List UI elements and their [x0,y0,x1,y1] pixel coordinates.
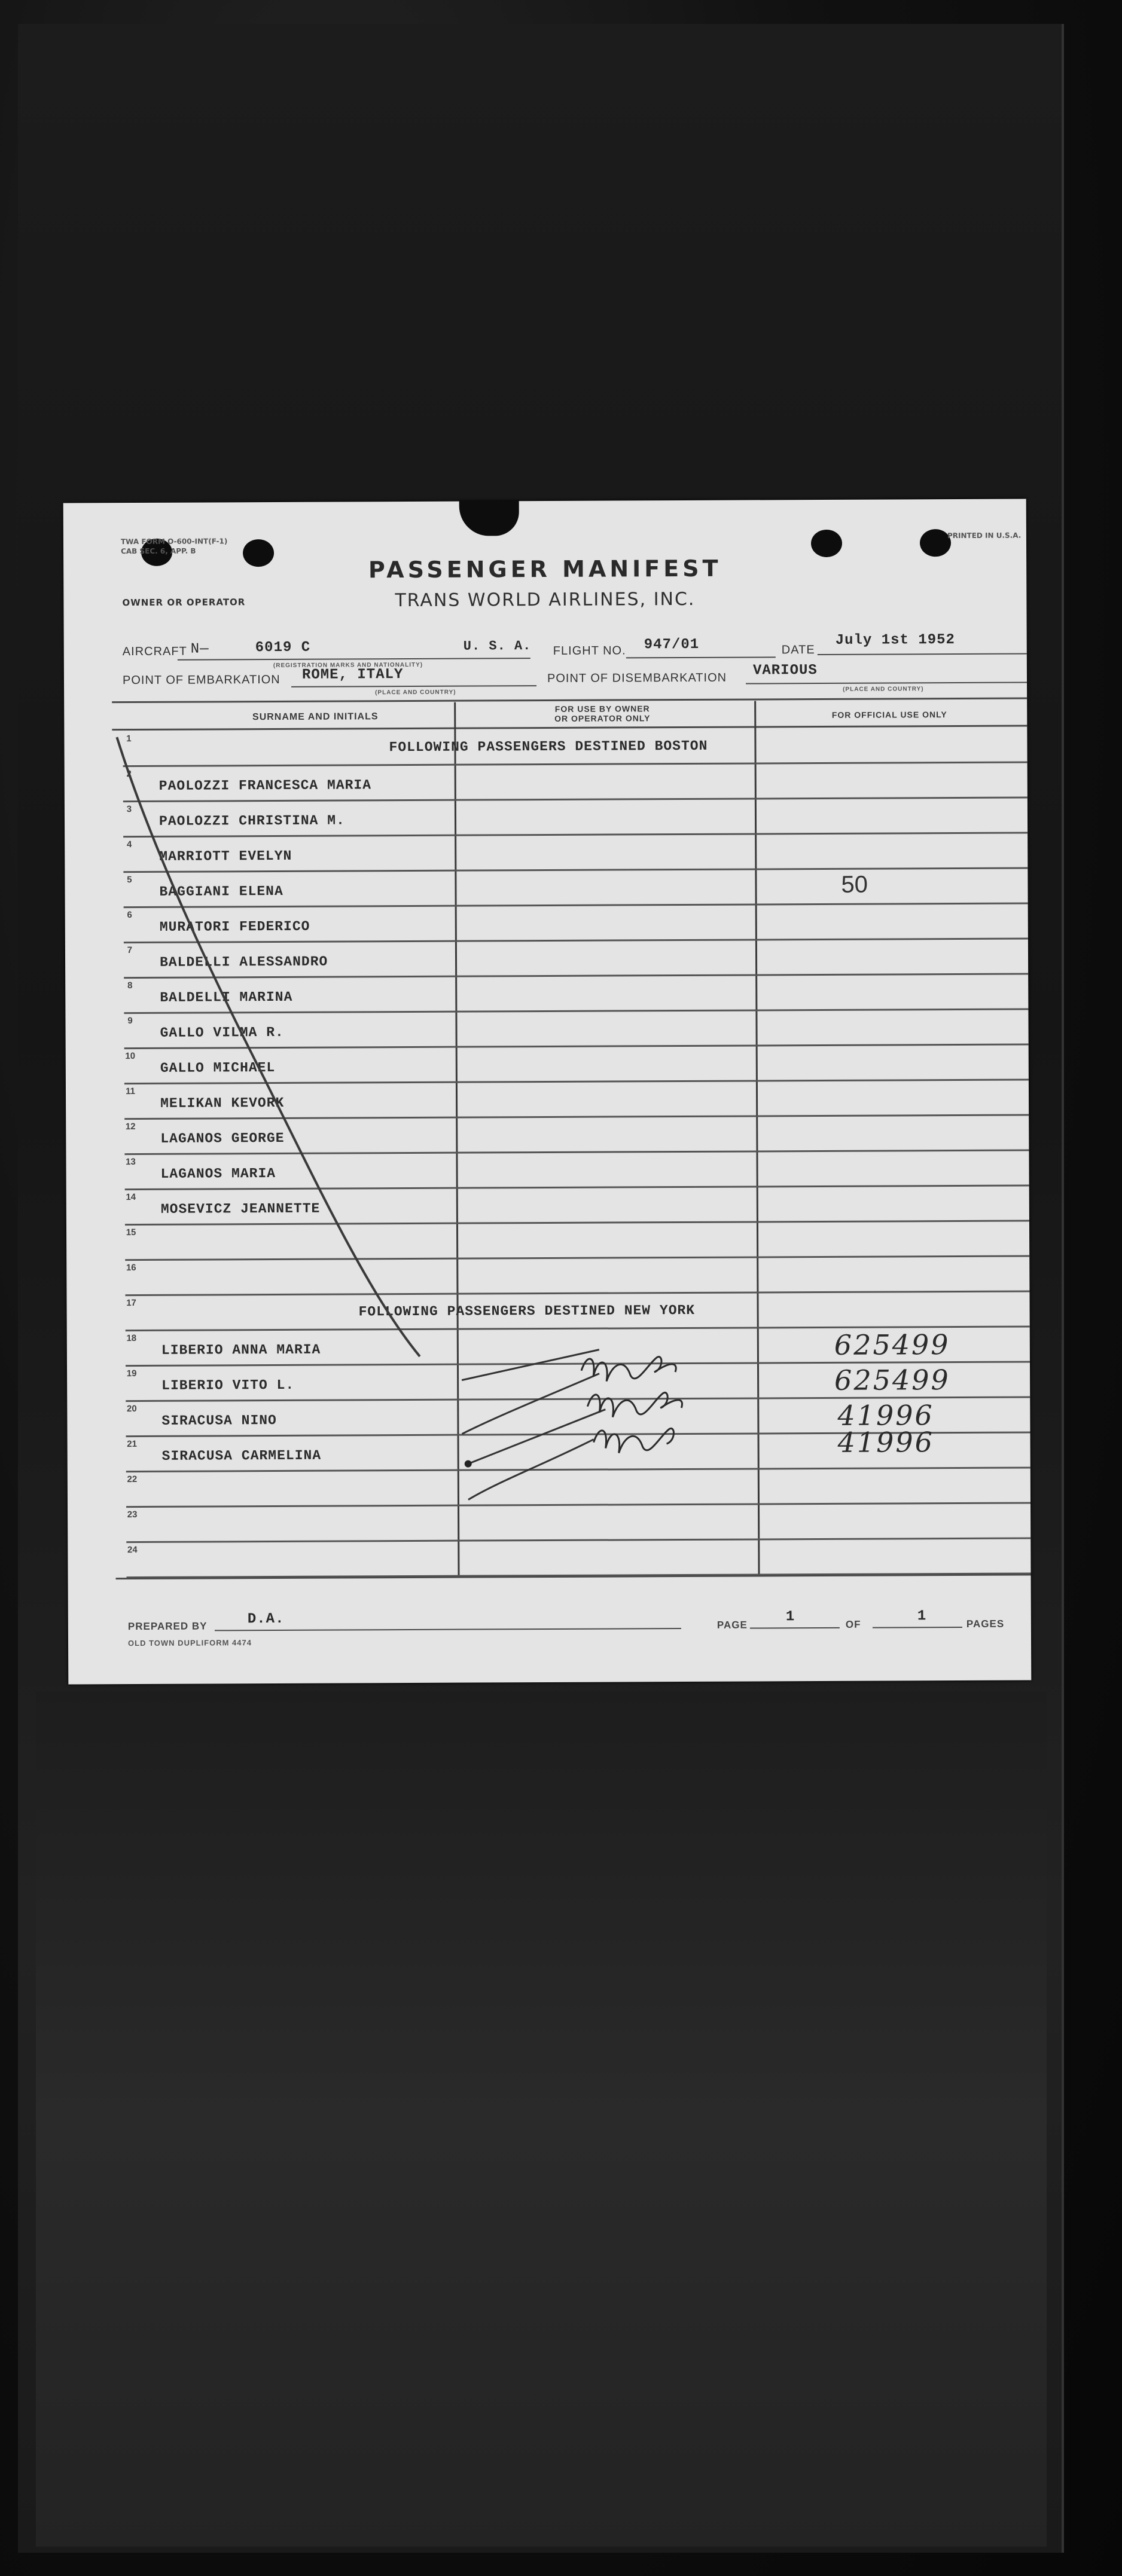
prepared-by-value: D.A. [247,1611,285,1628]
ink-dot [465,1460,472,1468]
embarkation-caption: (PLACE AND COUNTRY) [375,689,456,696]
tick-mark [468,1410,605,1464]
column-header-owner-use-1: FOR USE BY OWNER [554,704,650,714]
flight-date: July 1st 1952 [835,632,956,649]
passenger-name: MELIKAN KEVORK [160,1095,285,1111]
tick-mark [462,1374,599,1434]
passenger-name: LIBERIO ANNA MARIA [161,1342,321,1358]
section-heading-new-york: FOLLOWING PASSENGERS DESTINED NEW YORK [358,1302,696,1320]
passenger-name: PAOLOZZI FRANCESCA MARIA [158,777,372,794]
form-number-reference: CAB SEC. 6, APP. B [121,546,196,556]
row-number: 18 [126,1333,137,1344]
passenger-name: BALDELLI MARINA [160,989,293,1006]
row-number: 4 [126,839,132,850]
page-label: PAGE [717,1619,748,1631]
row-number: 16 [126,1263,136,1273]
airline-name: TRANS WORLD AIRLINES, INC. [395,588,696,612]
initials-signature-1 [581,1356,676,1381]
row-number: 7 [127,945,133,956]
passenger-name: MARRIOTT EVELYN [159,848,292,864]
disembarkation-point: VARIOUS [752,662,818,679]
tick-mark [462,1350,599,1380]
row-number: 17 [126,1298,136,1309]
official-entry: 625499 [834,1364,950,1397]
passenger-name: LIBERIO VITO L. [161,1377,295,1394]
form-printer-label: OLD TOWN DUPLIFORM 4474 [127,1638,252,1648]
form-number: TWA FORM O-600-INT(F-1) [120,537,228,546]
row-number: 5 [127,875,132,885]
row-number: 8 [127,980,133,991]
owner-operator-label: OWNER OR OPERATOR [122,597,246,609]
aircraft-registration: 6019 C [255,639,311,656]
microfilm-blank-area [36,1692,1047,2547]
official-entry: 41996 [837,1426,935,1459]
official-mark-50: 50 [841,871,868,898]
disembarkation-label: POINT OF DISEMBARKATION [547,671,727,685]
row-number: 22 [127,1474,138,1485]
passenger-name: BALDELLI ALESSANDRO [159,954,328,970]
row-number: 19 [126,1368,137,1379]
flight-number: 947/01 [644,636,700,653]
prepared-by-label: PREPARED BY [127,1620,208,1633]
total-pages: 1 [917,1608,927,1625]
row-number: 20 [126,1404,137,1414]
column-header-owner-use-2: OR OPERATOR ONLY [554,713,651,723]
aircraft-label: AIRCRAFT [122,644,187,659]
row-number: 14 [126,1192,136,1203]
official-entry: 625499 [834,1328,950,1361]
initials-signature-2 [587,1392,682,1417]
manifest-title: PASSENGER MANIFEST [368,555,722,583]
passenger-name: GALLO VILMA R. [160,1024,284,1041]
pencil-strike-line [117,736,420,1358]
aircraft-prefix: N— [190,641,209,658]
column-header-surname: SURNAME AND INITIALS [252,711,379,723]
printed-in-label: PRINTED IN U.S.A. [947,531,1022,540]
row-number: 1 [126,734,132,744]
flight-number-label: FLIGHT NO. [553,644,626,658]
manifest-document [63,499,1032,1684]
passenger-name: SIRACUSA NINO [161,1412,277,1429]
row-number: 9 [127,1016,133,1026]
passenger-name: LAGANOS GEORGE [160,1130,285,1147]
date-label: DATE [781,643,815,657]
passenger-name: BAGGIANI ELENA [159,883,283,900]
passenger-name: SIRACUSA CARMELINA [161,1447,322,1464]
official-entry: 41996 [837,1399,934,1432]
passenger-name: MURATORI FEDERICO [159,918,310,935]
row-number: 11 [126,1086,135,1097]
embarkation-label: POINT OF EMBARKATION [122,673,280,687]
initials-signature-3 [593,1428,673,1453]
of-label: OF [845,1618,861,1630]
column-header-official-use: FOR OFFICIAL USE ONLY [831,710,947,720]
handwritten-marks [63,499,1032,1684]
row-number: 23 [127,1509,138,1520]
row-number: 10 [125,1051,136,1062]
row-number: 2 [126,769,132,780]
aircraft-nationality: U. S. A. [463,638,532,654]
pages-label: PAGES [966,1618,1005,1630]
row-number: 21 [127,1438,137,1450]
row-number: 15 [126,1227,136,1238]
registration-caption: (REGISTRATION MARKS AND NATIONALITY) [273,661,423,669]
passenger-name: GALLO MICHAEL [160,1059,276,1076]
row-number: 24 [127,1544,138,1556]
tick-mark [468,1440,594,1500]
page-number: 1 [785,1609,795,1625]
row-number: 6 [127,910,132,921]
row-number: 3 [126,804,132,815]
row-number: 13 [126,1157,136,1168]
disembarkation-caption: (PLACE AND COUNTRY) [843,686,924,693]
row-number: 12 [125,1122,136,1132]
passenger-name: PAOLOZZI CHRISTINA M. [158,812,345,829]
passenger-name: MOSEVICZ JEANNETTE [160,1200,321,1217]
embarkation-point: ROME, ITALY [301,667,404,683]
section-heading-boston: FOLLOWING PASSENGERS DESTINED BOSTON [389,738,708,756]
passenger-name: LAGANOS MARIA [160,1165,276,1182]
